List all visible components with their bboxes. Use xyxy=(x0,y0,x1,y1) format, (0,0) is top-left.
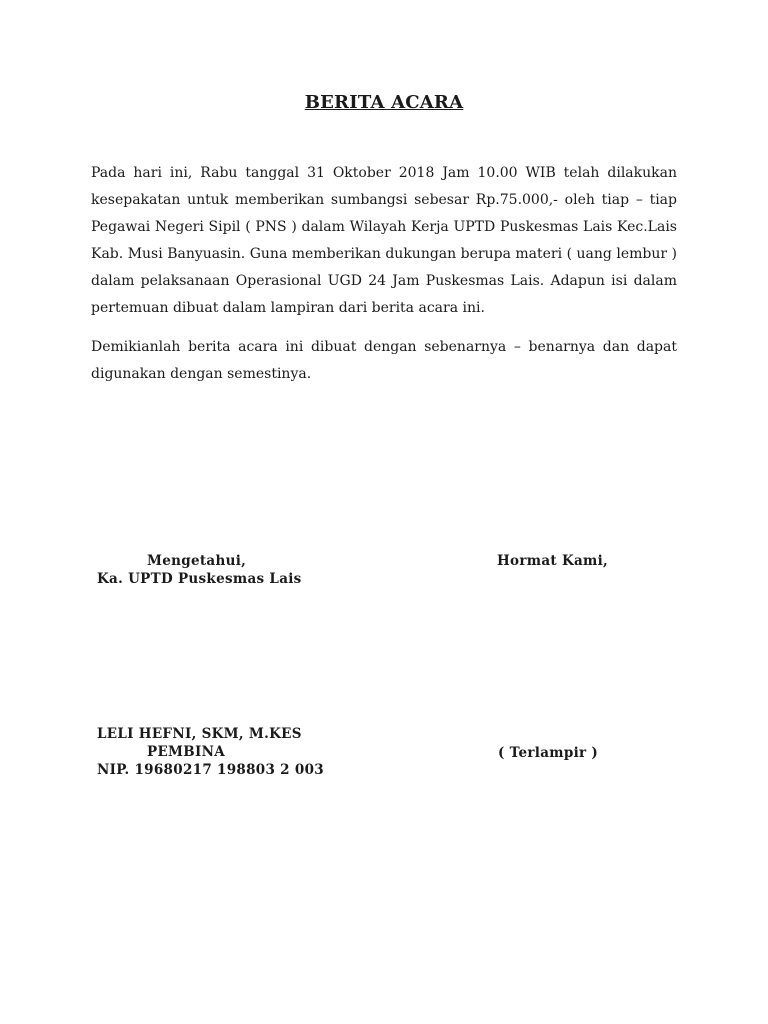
signer-rank: PEMBINA xyxy=(147,744,226,760)
signer-nip: NIP. 19680217 198803 2 003 xyxy=(97,762,324,778)
greeting-label: Hormat Kami, xyxy=(497,553,609,569)
signer-name: LELI HEFNI, SKM, M.KES xyxy=(97,726,302,742)
paragraph-main: Pada hari ini, Rabu tanggal 31 Oktober 2018 Jam 10.00 WIB telah dilakukan kesepakatan untuk memberikan sumbangsi sebesar Rp.75.000,- oleh tiap – tiap Pegawai Negeri Sipil ( PNS ) dalam Wilayah Kerja UPTD Puskesmas Lais Kec.Lais Kab. Musi Banyuasin. Guna memberikan dukungan berupa materi ( uang lembur ) dalam pelaksanaan Operasional UGD 24 Jam Puskesmas Lais. Adapun isi dalam pertemuan dibuat dalam lampiran dari berita acara ini. xyxy=(91,165,677,316)
acknowledge-label: Mengetahui, xyxy=(147,553,247,569)
document-title: BERITA ACARA xyxy=(304,92,464,113)
paragraph-closing: Demikianlah berita acara ini dibuat dengan sebenarnya – benarnya dan dapat digunakan dengan semestinya. xyxy=(91,339,677,382)
signer-position: Ka. UPTD Puskesmas Lais xyxy=(97,571,302,587)
attachment-note: ( Terlampir ) xyxy=(498,745,599,761)
